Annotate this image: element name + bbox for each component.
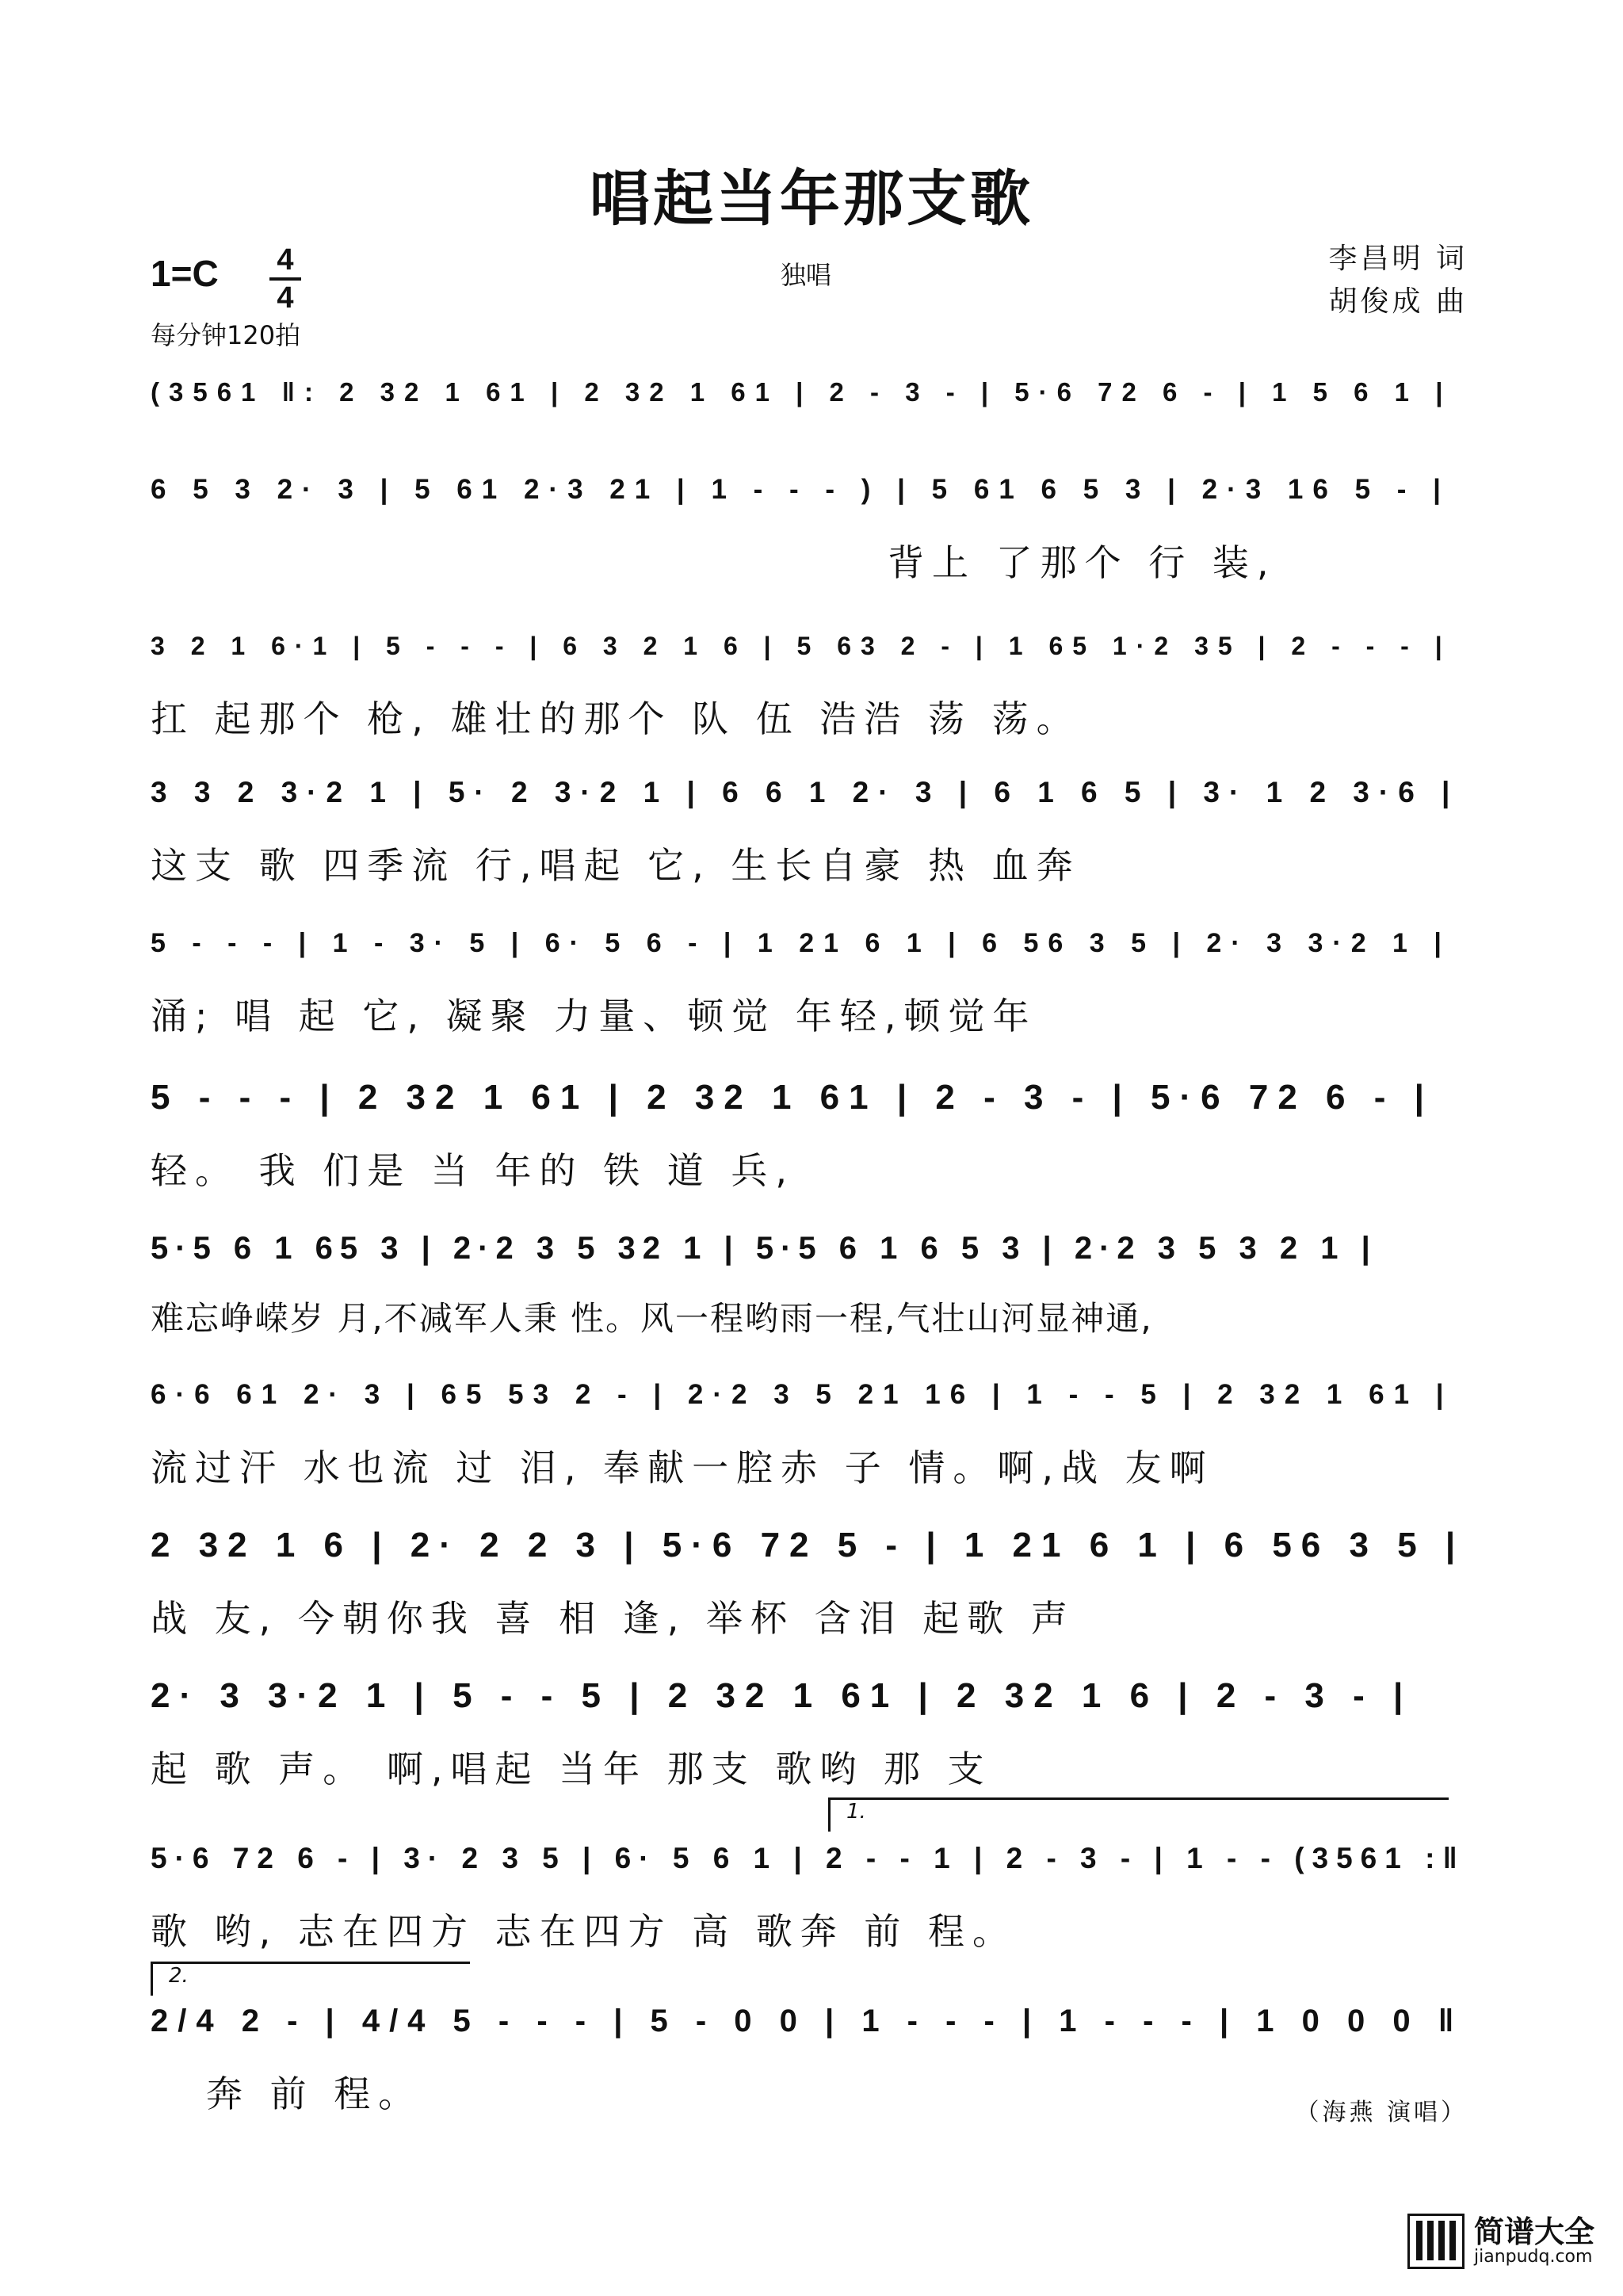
notation-line: 3 3 2 3·2 1 | 5· 2 3·2 1 | 6 6 1 2· 3 | 6 1 6 5 | 3· 1 2 3·6 |	[151, 776, 1460, 808]
lyric-line: 歌 哟, 志在四方 志在四方 高 歌奔 前 程。	[151, 1910, 1017, 1953]
first-ending-label: 1.	[846, 1800, 866, 1824]
lyric-line: 战 友, 今朝你我 喜 相 逢, 举杯 含泪 起歌 声	[151, 1597, 1075, 1640]
lyricist: 李昌明 词	[1328, 243, 1468, 275]
credits	[1329, 238, 1468, 323]
notation-line: 2· 3 3·2 1 | 5 - - 5 | 2 32 1 61 | 2 32 1 6 | 2 - 3 - |	[151, 1676, 1413, 1715]
site-logo	[1407, 2214, 1594, 2269]
lyric-line: 流过汗 水也流 过 泪, 奉献一腔赤 子 情。啊,战 友啊	[151, 1446, 1214, 1489]
key-signature: 1=C	[151, 253, 219, 294]
lyric-line: 难忘峥嵘岁 月,不减军人秉 性。风一程哟雨一程,气壮山河显神通,	[151, 1299, 1153, 1338]
logo-url: jianpudq.com	[1473, 2247, 1593, 2267]
time-top: 4	[277, 243, 294, 277]
notation-line: 6·6 61 2· 3 | 65 53 2 - | 2·2 3 5 21 16 | 1 - - 5 | 2 32 1 61 |	[151, 1379, 1453, 1410]
notation-line: 2/4 2 - | 4/4 5 - - - | 5 - 0 0 | 1 - - - | 1 - - - | 1 0 0 0 ‖	[151, 2003, 1464, 2038]
piano-keys-icon	[1407, 2214, 1465, 2269]
time-bottom: 4	[277, 281, 294, 315]
lyric-line: 背上 了那个 行 装,	[888, 541, 1277, 584]
lyric-line: 轻。 我 们是 当 年的 铁 道 兵,	[151, 1149, 795, 1192]
page-title: 唱起当年那支歌	[590, 163, 1033, 234]
logo-text: 简谱大全	[1473, 2214, 1594, 2249]
lyric-line: 涌; 唱 起 它, 凝聚 力量、顿觉 年轻,顿觉年	[151, 995, 1037, 1037]
notation-line: 6 5 3 2· 3 | 5 61 2·3 21 | 1 - - - ) | 5 61 6 5 3 | 2·3 16 5 - |	[151, 474, 1450, 505]
performance-type: 独唱	[781, 260, 832, 290]
composer: 胡俊成 曲	[1328, 285, 1468, 318]
notation-line: 2 32 1 6 | 2· 2 2 3 | 5·6 72 5 - | 1 21 6 1 | 6 56 3 5 |	[151, 1526, 1465, 1564]
lyric-line: 奔 前 程。	[206, 2073, 423, 2115]
time-signature	[269, 244, 301, 314]
notation-line: 3 2 1 6·1 | 5 - - - | 6 3 2 1 6 | 5 63 2 - | 1 65 1·2 35 | 2 - - - |	[151, 631, 1452, 660]
lyric-line: 扛 起那个 枪, 雄壮的那个 队 伍 浩浩 荡 荡。	[151, 697, 1081, 740]
notation-line: 5·5 6 1 65 3 | 2·2 3 5 32 1 | 5·5 6 1 6 5 3 | 2·2 3 5 3 2 1 |	[151, 1230, 1377, 1266]
notation-line: 5 - - - | 2 32 1 61 | 2 32 1 61 | 2 - 3 - | 5·6 72 6 - |	[151, 1078, 1434, 1117]
tempo-marking: 每分钟120拍	[151, 320, 301, 350]
notation-line: 5 - - - | 1 - 3· 5 | 6· 5 6 - | 1 21 6 1 | 6 56 3 5 | 2· 3 3·2 1 |	[151, 927, 1451, 958]
second-ending-label: 2.	[169, 1964, 189, 1988]
lyric-line: 起 歌 声。 啊,唱起 当年 那支 歌哟 那 支	[151, 1748, 992, 1790]
performer-credit: （海燕 演唱）	[1295, 2099, 1468, 2126]
notation-line: (3561 ‖: 2 32 1 61 | 2 32 1 61 | 2 - 3 - | 5·6 72 6 - | 1 5 6 1 |	[151, 377, 1453, 407]
lyric-line: 这支 歌 四季流 行,唱起 它, 生长自豪 热 血奔	[151, 844, 1081, 887]
notation-line: 5·6 72 6 - | 3· 2 3 5 | 6· 5 6 1 | 2 - - 1 | 2 - 3 - | 1 - - (3561 :‖	[151, 1842, 1465, 1874]
